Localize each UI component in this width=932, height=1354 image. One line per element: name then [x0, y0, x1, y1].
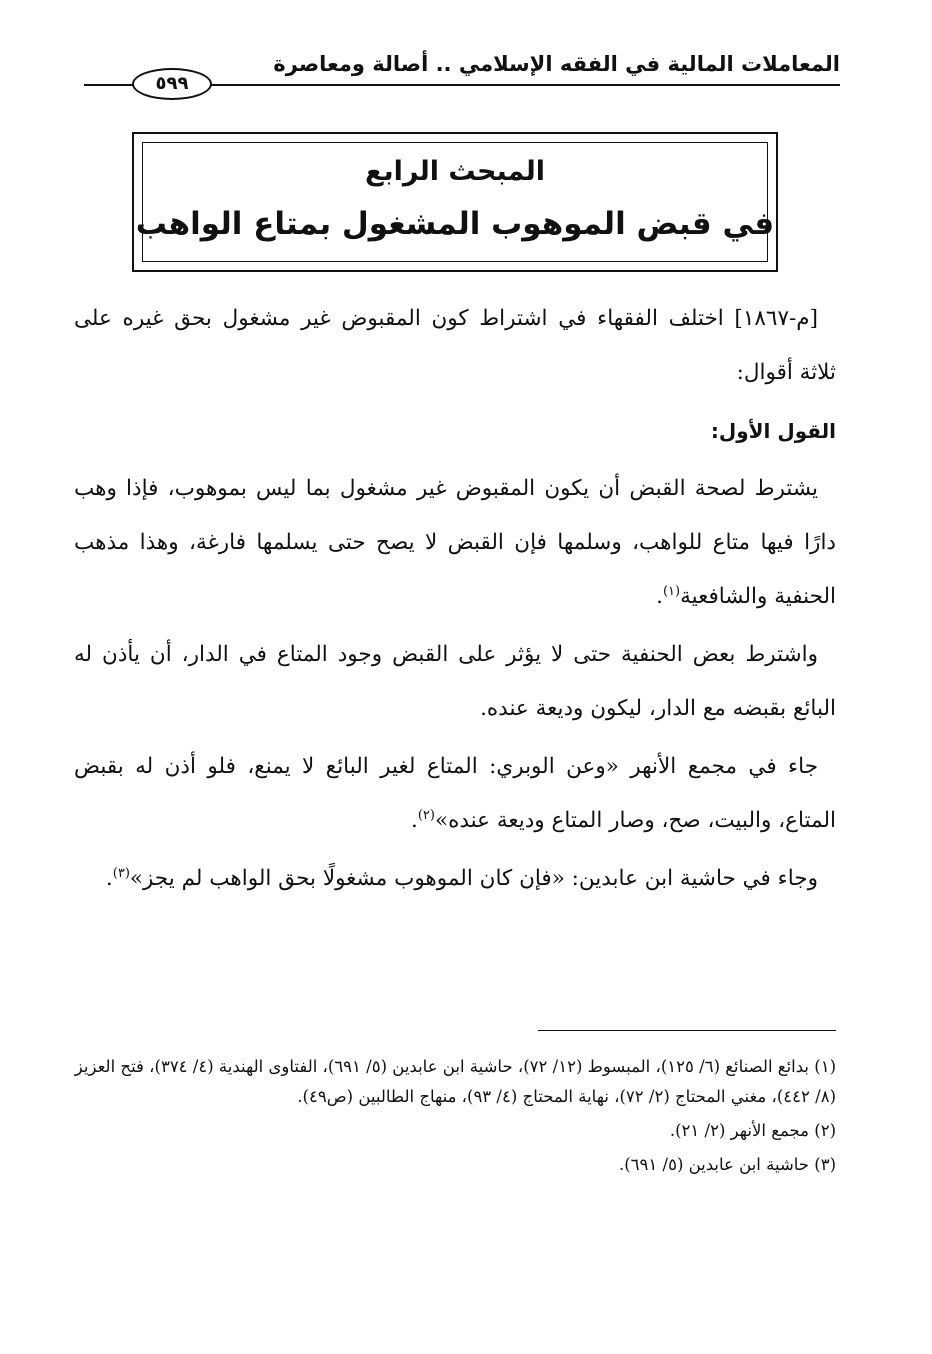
period: . [656, 584, 663, 609]
paragraph-intro [74, 292, 836, 400]
footnote-1: (١) بدائع الصنائع (٦/ ١٢٥)، المبسوط (١٢/ ٧٢)، حاشية ابن عابدين (٥/ ٦٩١)، الفتاوى الهندية (٤/ ٣٧٤)، فتح العزيز (٨/ ٤٤٢)، مغني المحتاج (٢/ ٧٢)، نهاية المحتاج (٤/ ٩٣)، منهاج الطالبين (ص٤٩). [74, 1057, 836, 1106]
period: . [410, 808, 418, 833]
footnotes [70, 1052, 836, 1184]
paragraph-ibn-abidin-quote-text: وجاء في حاشية ابن عابدين: «فإن كان الموهوب مشغولًا بحق الواهب لم يجز» [129, 866, 818, 891]
paragraph-intro-text: [م-١٨٦٧] اختلف الفقهاء في اشتراط كون المقبوض غير مشغول بحق غيره على ثلاثة أقوال: [74, 306, 836, 385]
paragraph-majma-quote [74, 740, 836, 848]
footnote-2: (٢) مجمع الأنهر (٢/ ٢١). [669, 1121, 836, 1140]
page-number: ٥٩٩ [132, 68, 212, 100]
paragraph-first-opinion-text: يشترط لصحة القبض أن يكون المقبوض غير مشغول بما ليس بموهوب، فإذا وهب دارًا فيها متاع للواهب، وسلمها فإن القبض لا يصح حتى يسلمها فارغة، وهذا مذهب الحنفية والشافعية [74, 476, 836, 609]
footnote-ref-3[interactable]: (٣) [112, 865, 130, 881]
main-text [74, 292, 836, 910]
footnote-ref-2[interactable]: (٢) [417, 807, 435, 823]
running-title: المعاملات المالية في الفقه الإسلامي .. أصالة ومعاصرة [273, 52, 840, 76]
paragraph-hanafi-condition [74, 628, 836, 736]
section-title-line-2: في قبض الموهوب المشغول بمتاع الواهب [135, 206, 775, 242]
section-title-box [132, 132, 778, 272]
paragraph-ibn-abidin-quote [74, 852, 836, 906]
page-header [84, 48, 840, 94]
paragraph-first-opinion [74, 462, 836, 624]
paragraph-hanafi-condition-text: واشترط بعض الحنفية حتى لا يؤثر على القبض وجود المتاع في الدار، أن يأذن له البائع بقبضه مع الدار، ليكون وديعة عنده. [74, 642, 836, 721]
paragraph-majma-quote-text: جاء في مجمع الأنهر «وعن الوبري: المتاع لغير البائع لا يمنع، فلو أذن له بقبض المتاع، والبيت، صح، وصار المتاع وديعة عنده» [74, 754, 836, 833]
heading-first-opinion: القول الأول: [710, 419, 836, 443]
footnote-ref-1[interactable]: (١) [662, 583, 681, 599]
footnote-3: (٣) حاشية ابن عابدين (٥/ ٦٩١). [618, 1155, 836, 1174]
footnote-separator [538, 1030, 836, 1031]
section-title-line-1: المبحث الرابع [365, 156, 545, 187]
period: . [105, 866, 113, 891]
